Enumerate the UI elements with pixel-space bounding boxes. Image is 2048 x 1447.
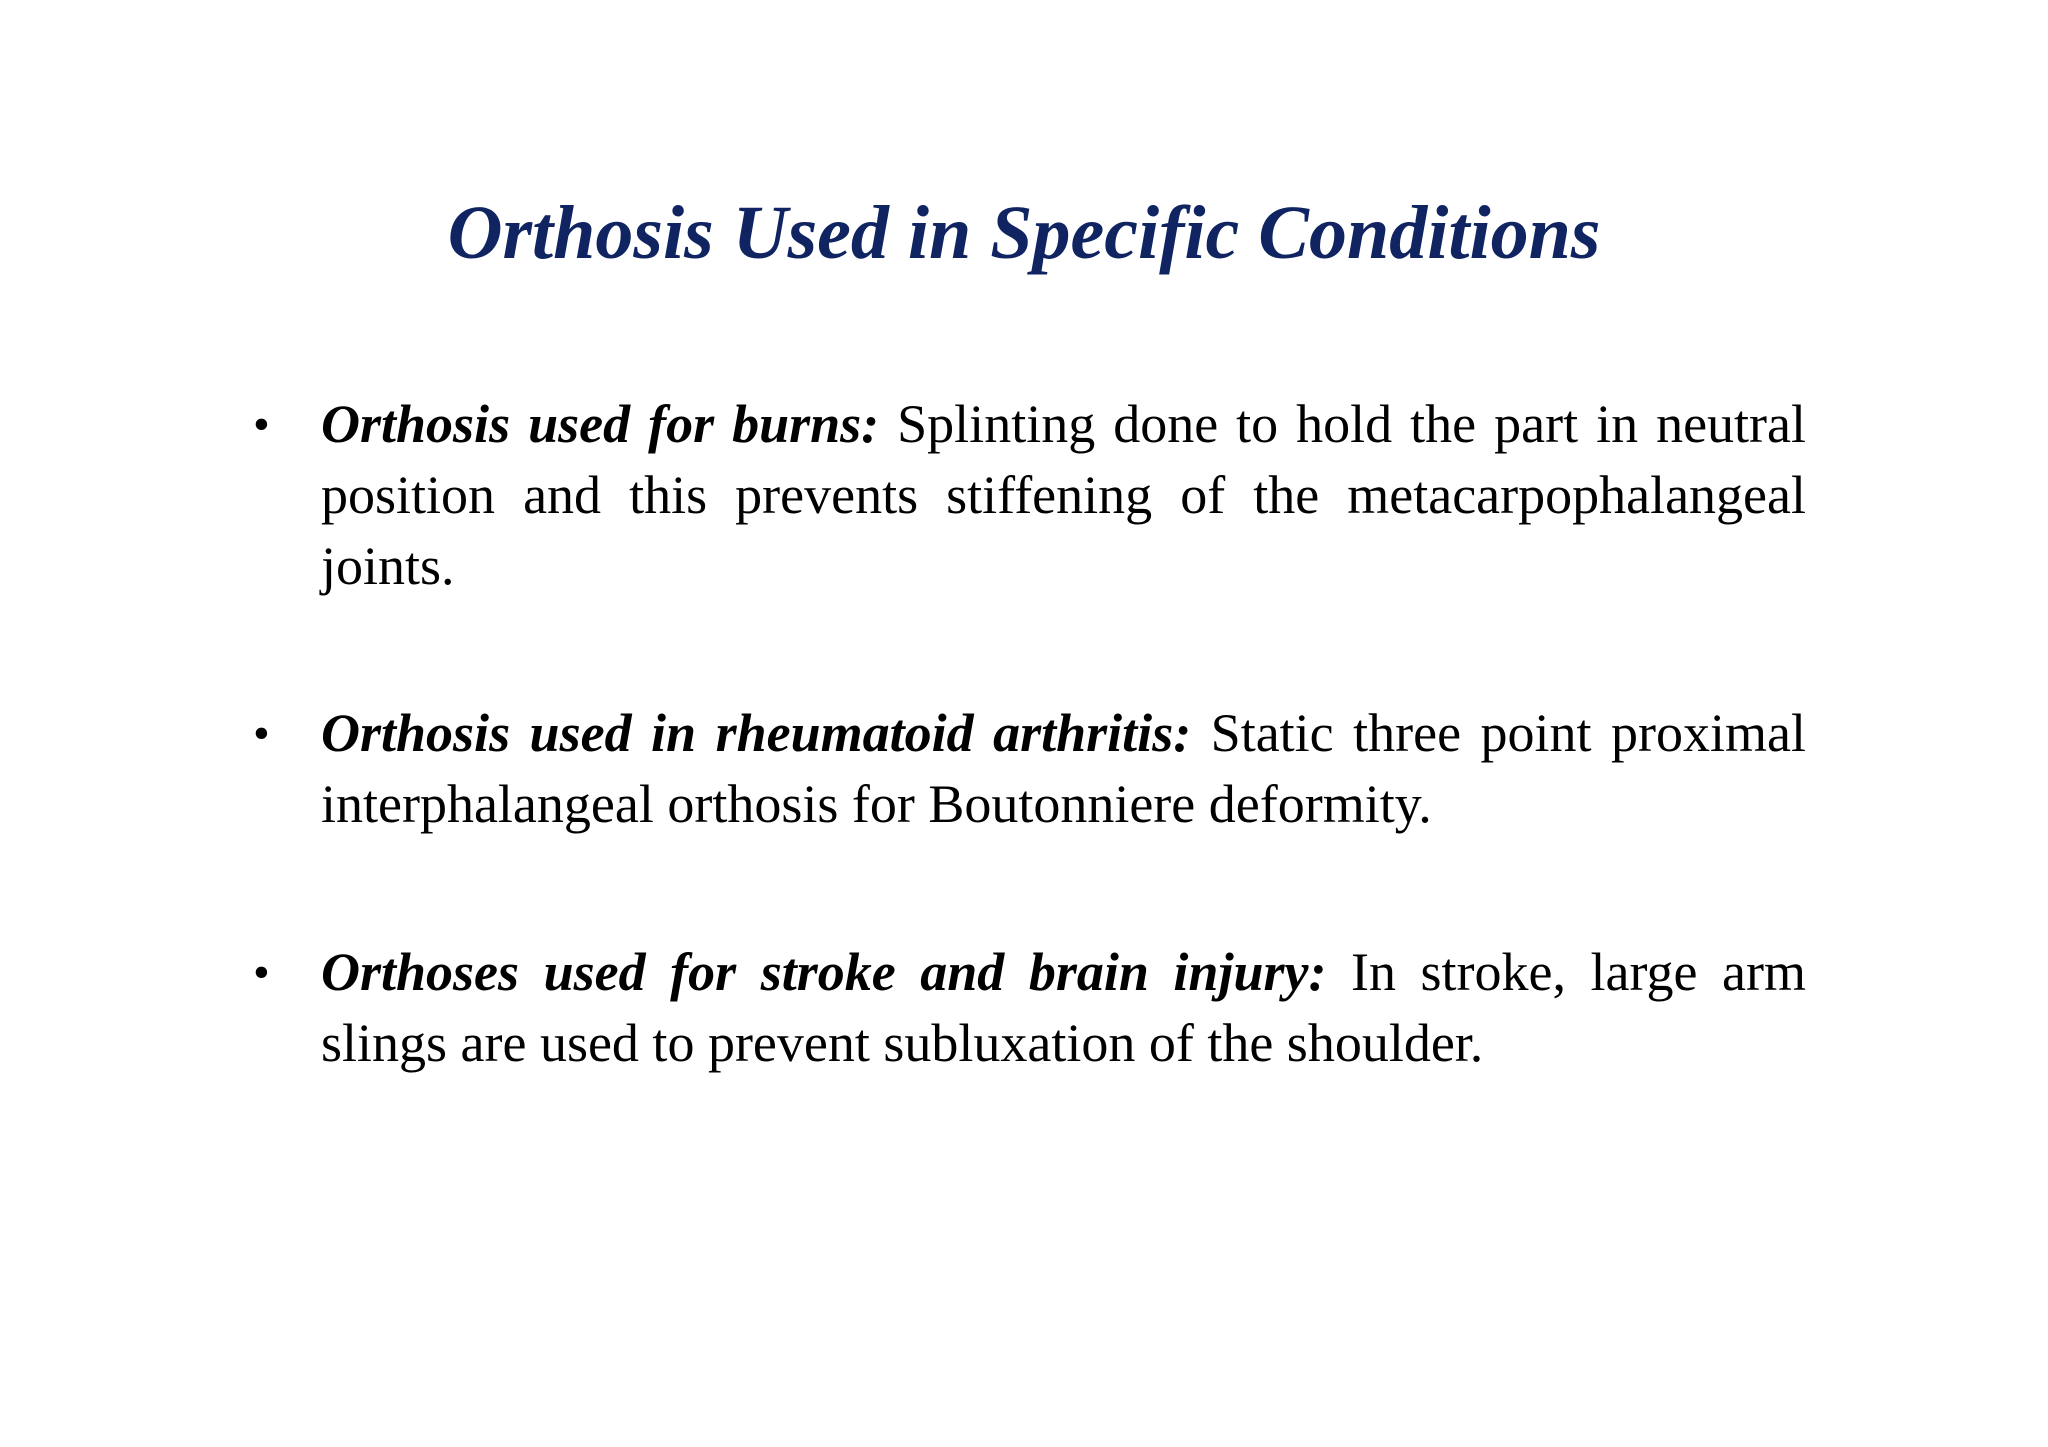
bullet-dot-icon: • (253, 398, 270, 451)
bullet-term: Orthosis used for burns: (321, 394, 880, 454)
bullet-term: Orthoses used for stroke and brain injury: (321, 942, 1327, 1002)
bullet-text: Static three point proximal interphalangeal orthosis for Boutonniere deformity. (321, 703, 1806, 834)
bullet-item-stroke (253, 937, 1806, 1079)
bullet-text: In stroke, large arm slings are used to prevent subluxation of the shoulder. (321, 942, 1806, 1073)
slide-title: Orthosis Used in Specific Conditions (447, 191, 1601, 275)
bullet-term: Orthosis used in rheumatoid arthritis: (321, 703, 1192, 763)
bullet-dot-icon: • (253, 707, 270, 760)
bullet-item-rheumatoid-arthritis (253, 698, 1806, 840)
bullet-dot-icon: • (253, 946, 270, 999)
bullet-text: Splinting done to hold the part in neutral position and this prevents stiffening of the metacarpophalangeal joints. (321, 394, 1806, 596)
bullet-item-burns (253, 389, 1806, 602)
